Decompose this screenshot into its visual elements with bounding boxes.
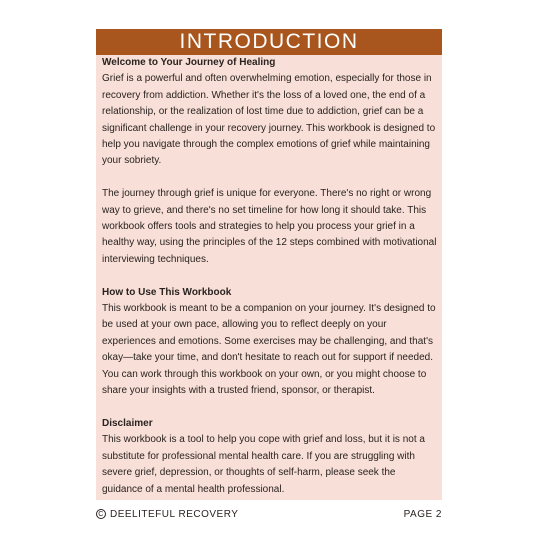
how-to-use-heading: How to Use This Workbook xyxy=(102,286,232,298)
spacer xyxy=(102,170,438,186)
footer-brand-name: DEELITEFUL RECOVERY xyxy=(110,508,239,520)
footer-brand xyxy=(96,509,238,520)
page-footer xyxy=(96,506,442,522)
welcome-paragraph-1: Grief is a powerful and often overwhelming emotion, especially for those in recovery from addiction. Whether it's the loss of a loved one, the end of a relationship, or the realization of lost time due to addiction, grief can be a significant challenge in your recovery journey. This workbook is designed to help you navigate through the complex emotions of grief while maintaining your sobriety. xyxy=(102,73,436,167)
welcome-heading: Welcome to Your Journey of Healing xyxy=(102,57,276,68)
welcome-paragraph-2: The journey through grief is unique for everyone. There's no right or wrong way to grieve, and there's no set timeline for how long it should take. This workbook offers tools and strategies to help you process your grief in a healthy way, using the principles of the 12 steps combined with motivational interviewing techniques. xyxy=(102,188,437,265)
disclaimer-heading: Disclaimer xyxy=(102,417,153,429)
page-number: PAGE 2 xyxy=(403,508,442,520)
how-to-use-paragraph: This workbook is meant to be a companion on your journey. It's designed to be used at your own pace, allowing you to reflect deeply on your experiences and emotions. Some exercises may be challenging, and that's okay—take your time, and don't hesitate to reach out for support if needed. You can work through this workbook on your own, or you might choose to share your insights with a trusted friend, sponsor, or therapist. xyxy=(102,303,436,397)
spacer xyxy=(102,400,438,416)
content-body xyxy=(102,55,438,498)
disclaimer-paragraph: This workbook is a tool to help you cope with grief and loss, but it is not a substitute for professional mental health care. If you are struggling with severe grief, depression, or thoughts of self-harm, please seek the guidance of a mental health professional. xyxy=(102,434,425,495)
page-title: INTRODUCTION xyxy=(96,29,442,55)
spacer xyxy=(102,268,438,284)
copyright-icon: C xyxy=(96,509,106,519)
